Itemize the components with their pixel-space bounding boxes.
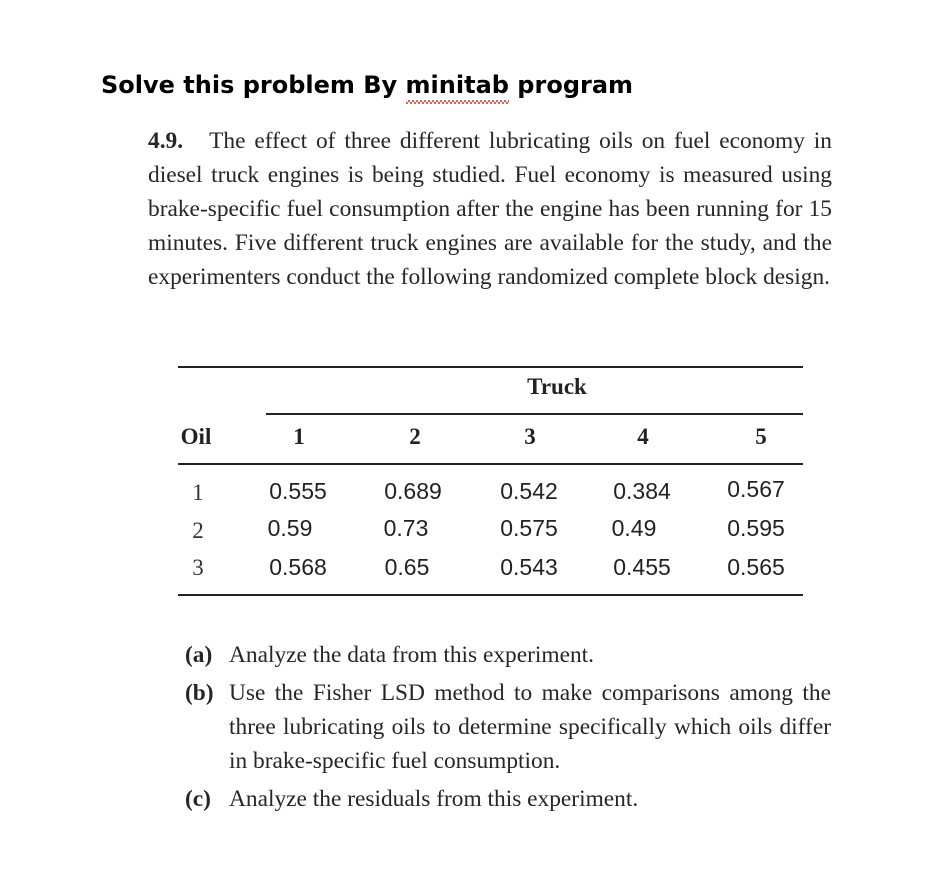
table-cell: 0.555 <box>269 478 327 504</box>
table-cell: 0.49 <box>611 515 657 541</box>
question-item <box>185 782 831 816</box>
table-cell: 0.455 <box>613 554 671 580</box>
table-cell: 0.65 <box>384 554 430 580</box>
table-cell: 0.565 <box>727 554 785 580</box>
oil-label: 1 <box>192 480 204 505</box>
table-cell: 0.543 <box>500 554 558 580</box>
question-label: (b) <box>185 680 214 706</box>
table-cell: 0.568 <box>269 554 327 580</box>
question-text: Use the Fisher LSD method to make comparisons among the three lubricating oils to determine specifically which oils differ in brake-specific fuel consumption. <box>229 680 831 774</box>
question-label: (c) <box>185 786 211 812</box>
truck-column-header: 1 <box>293 424 305 449</box>
truck-spanner-rule <box>266 413 803 415</box>
table-cell: 0.59 <box>267 515 313 541</box>
oil-label: 3 <box>192 555 204 580</box>
spellcheck-underlined-word: minitab <box>406 68 509 102</box>
truck-column-header: 5 <box>755 424 767 449</box>
table-cell: 0.542 <box>500 478 558 504</box>
heading-text-start: Solve this problem By <box>101 71 406 99</box>
table-top-rule <box>178 366 803 368</box>
table-cell: 0.73 <box>383 515 429 541</box>
table-cell: 0.689 <box>384 478 442 504</box>
table-header-rule <box>178 463 803 465</box>
heading-text-end: program <box>508 71 634 99</box>
question-item <box>185 676 831 778</box>
question-item <box>185 638 831 672</box>
table-cell: 0.384 <box>613 478 671 504</box>
truck-column-header: 4 <box>637 424 649 449</box>
truck-column-header: 2 <box>409 424 421 449</box>
truck-group-header: Truck <box>527 374 587 399</box>
oil-label: 2 <box>192 518 204 543</box>
table-bottom-rule <box>178 594 803 596</box>
question-text: Analyze the residuals from this experiment. <box>229 786 639 812</box>
question-label: (a) <box>185 642 213 668</box>
problem-text: The effect of three different lubricating oils on fuel economy in diesel truck engines is being studied. Fuel economy is measured using brake-specific fuel consumption after the engine has been running for 15 minutes. Five different truck engines are available for the study, and the experimenters conduct the following randomized complete block design. <box>148 128 832 290</box>
page-heading <box>101 68 633 102</box>
problem-statement <box>148 124 832 294</box>
table-cell: 0.575 <box>500 515 558 541</box>
table-cell: 0.595 <box>727 515 785 541</box>
problem-number: 4.9. <box>148 128 184 154</box>
truck-column-header: 3 <box>524 424 536 449</box>
question-list <box>185 638 831 820</box>
table-cell: 0.567 <box>727 476 785 502</box>
question-text: Analyze the data from this experiment. <box>229 642 595 668</box>
oil-column-header: Oil <box>180 424 212 449</box>
